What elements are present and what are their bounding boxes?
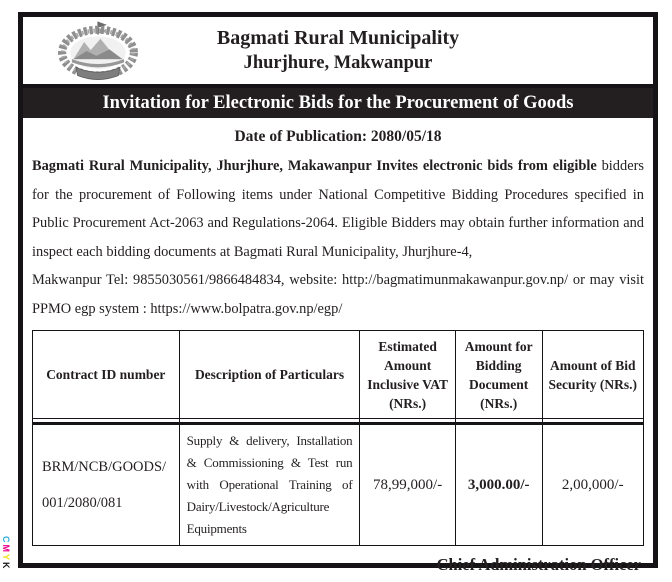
cmyk-letter-m: M: [1, 544, 11, 554]
cmyk-letter-c: C: [1, 536, 11, 545]
notice-content: [23, 118, 653, 575]
cell-estimated-amount: 78,99,000/-: [360, 424, 455, 546]
cell-contract-id: [33, 424, 180, 546]
bid-item-row: [33, 424, 644, 546]
column-header-contract-id: Contract ID number: [33, 331, 180, 419]
municipality-name: Bagmati Rural Municipality: [216, 27, 460, 49]
cell-description: Supply & delivery, Installation & Commissioning & Test run with Operational Training of Dairy/Livestock/Agriculture Equipments: [179, 424, 360, 546]
bid-details-table: [32, 330, 644, 546]
publication-date: Date of Publication: 2080/05/18: [234, 128, 442, 145]
notice-body-part1: bidders for the procurement of Following items under National Competitive Bidding Procedures specified in Public Procurement Act-2063 and Regulations-2064. Eligible Bidders may obtain further information and inspect each bidding documents at Bagmati Rural Municipality, Jhurjhure-4,: [32, 158, 644, 260]
cell-bidding-document-amount: 3,000.00/-: [455, 424, 542, 546]
contract-id-line1: BRM/NCB/GOODS/: [42, 459, 167, 475]
invitation-title-banner: Invitation for Electronic Bids for the Procurement of Goods: [23, 88, 653, 118]
table-header-row: [33, 331, 644, 419]
header-titles: [217, 25, 459, 76]
cmyk-letter-y: Y: [1, 554, 11, 563]
print-color-registration-mark: [1, 536, 11, 571]
municipality-address: Jhurjhure, Makwanpur: [243, 53, 433, 73]
contract-id-line2: 001/2080/081: [42, 495, 123, 511]
document-header: [23, 17, 653, 88]
column-header-bidding-document: Amount for Bidding Document (NRs.): [455, 331, 542, 419]
cmyk-letter-k: K: [1, 562, 11, 571]
nepal-emblem-logo: [55, 20, 141, 82]
notice-body-part2: Makwanpur Tel: 9855030561/9866484834, website: http://bagmatimunmakawanpur.gov.np/ or may visit PPMO egp system : https://www.bolpatra.gov.np/egp/: [32, 272, 644, 317]
column-header-description: Description of Particulars: [179, 331, 360, 419]
column-header-bid-security: Amount of Bid Security (NRs.): [542, 331, 643, 419]
document-frame: [18, 12, 658, 574]
signatory-title: Chief Administration Officer: [436, 555, 641, 574]
cell-bid-security-amount: 2,00,000/-: [542, 424, 643, 546]
notice-lead-bold: Bagmati Rural Municipality, Jhurjhure, Makawanpur Invites electronic bids from eligible: [32, 158, 597, 174]
notice-paragraph: [32, 152, 644, 323]
column-header-estimated-amount: Estimated Amount Inclusive VAT (NRs.): [360, 331, 455, 419]
